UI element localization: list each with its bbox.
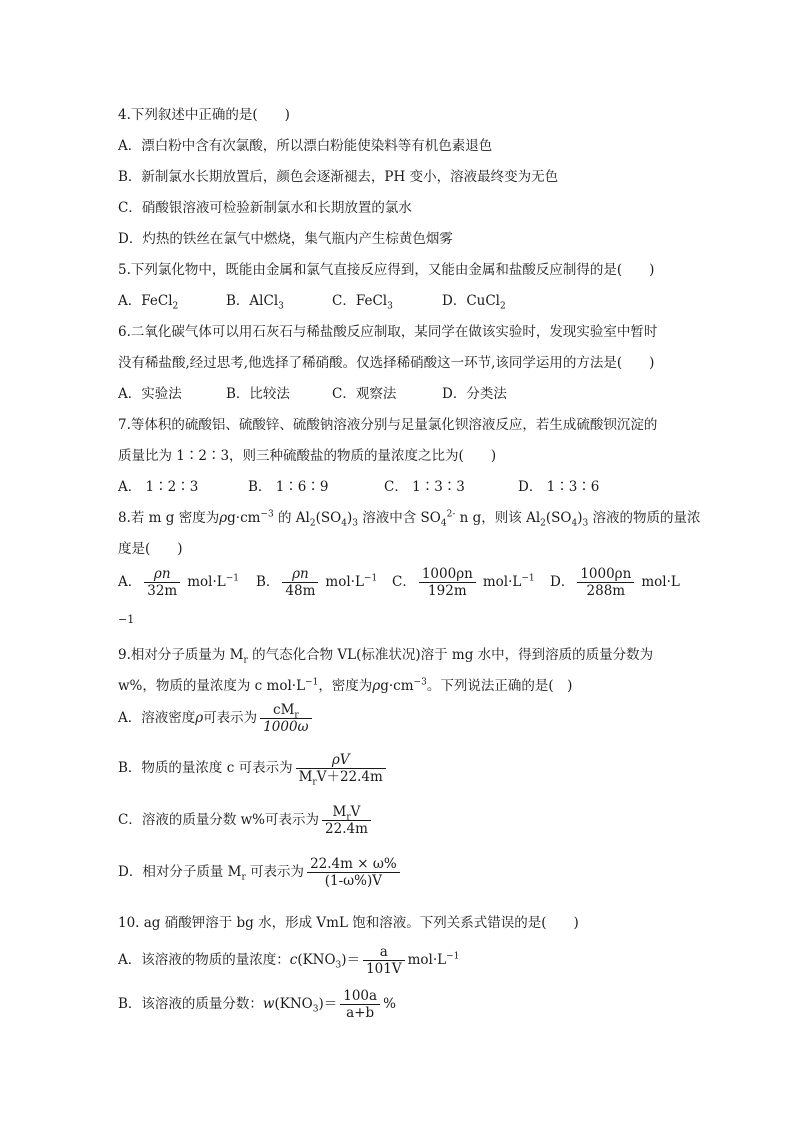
- q6-option-b: B．比较法: [226, 386, 290, 402]
- q8-d-fraction: $\frac{1000\rho n}{288m}$: [577, 566, 634, 599]
- q9-stem-line2: w%，物质的量浓度为 c $mol\cdot L^{-1}$，密度为$\rho g\cdot cm^{-3}$。下列说法正确的是( ): [118, 677, 573, 694]
- q8-unit-wrap: −1: [118, 613, 135, 626]
- q10-b-fraction: $\frac{100a}{a+b}$: [340, 988, 380, 1021]
- q8-stem-line1: 8.若 m g 密度为$\rho g\cdot cm^{-3}$ 的 $Al_2(SO_4)_3$ 溶液中含 $SO_4^{2-}$ n g，则该 $Al_2(SO_4)_3$ 溶液的物质的量浓: [118, 509, 701, 529]
- q6-option-d: D．分类法: [442, 386, 507, 402]
- q7-option-b: B． 1∶6∶9: [248, 479, 329, 495]
- q8-c-fraction: $\frac{1000\rho n}{192m}$: [419, 566, 476, 599]
- q6-stem-line2: 没有稀盐酸,经过思考,他选择了稀硝酸。仅选择稀硝酸这一环节,该同学运用的方法是( ): [118, 355, 655, 371]
- q9-c-fraction: $\frac{M_rV}{22.4m}$: [322, 804, 371, 837]
- q9-option-b: B．物质的量浓度 c 可表示为 $\frac{\rho V}{M_rV+22.4m}$: [118, 752, 389, 785]
- q8-stem-line2: 度是( ): [118, 541, 183, 557]
- q10-option-a: A．该溶液的物质的量浓度：$c(KNO_3)=$ $\frac{a}{101V}$ $mol\cdot L^{-1}$: [118, 944, 460, 977]
- q9-d-fraction: $\frac{22.4m \times \omega\%}{(1-\omega\%)V}$: [307, 856, 400, 889]
- q9-stem-line1: 9.相对分子质量为 $M_r$ 的气态化合物 VL(标准状况)溶于 mg 水中，得到溶质的质量分数为: [118, 647, 654, 666]
- q5-option-b: B．AlCl$_3$: [226, 293, 284, 312]
- q5-option-d: D．CuCl$_2$: [442, 293, 506, 312]
- q7-option-a: A． 1∶2∶3: [118, 479, 199, 495]
- q8-option-c: C． $\frac{1000\rho n}{192m}$ $mol\cdot L^{-1}$: [392, 566, 535, 599]
- q9-option-a: A．溶液密度ρ可表示为 $\frac{cM_r}{1000\omega}$: [118, 702, 315, 735]
- q6-option-a: A．实验法: [118, 386, 182, 402]
- q10-a-fraction: $\frac{a}{101V}$: [363, 944, 405, 977]
- q4-stem: 4.下列叙述中正确的是( ): [118, 107, 290, 123]
- q7-option-c: C． 1∶3∶3: [384, 479, 465, 495]
- q9-option-d: D．相对分子质量 $M_r$ 可表示为 $\frac{22.4m \times \omega\%}{(1-\omega\%)V}$: [118, 856, 403, 889]
- q9-a-fraction: $\frac{cM_r}{1000\omega}$: [260, 702, 311, 735]
- q7-stem-line2: 质量比为 1∶2∶3，则三种硫酸盐的物质的量浓度之比为( ): [118, 448, 497, 464]
- q4-option-b: B．新制氯水长期放置后，颜色会逐渐褪去，PH 变小，溶液最终变为无色: [118, 169, 559, 185]
- q7-option-d: D． 1∶3∶6: [518, 479, 600, 495]
- q8-b-fraction: $\frac{\rho n}{48m}$: [282, 566, 318, 599]
- q7-stem-line1: 7.等体积的硫酸铝、硫酸锌、硫酸钠溶液分别与足量氯化钡溶液反应，若生成硫酸钡沉淀的: [118, 417, 658, 433]
- q5-option-c: C．FeCl$_3$: [332, 293, 393, 312]
- q8-a-fraction: $\frac{\rho n}{32m}$: [144, 566, 180, 599]
- q10-stem: 10. ag 硝酸钾溶于 bg 水，形成 VmL 饱和溶液。下列关系式错误的是( ): [118, 915, 579, 931]
- q4-option-c: C．硝酸银溶液可检验新制氯水和长期放置的氯水: [118, 200, 412, 216]
- q4-option-d: D．灼热的铁丝在氯气中燃烧，集气瓶内产生棕黄色烟雾: [118, 231, 453, 247]
- q6-option-c: C．观察法: [332, 386, 397, 402]
- q4-option-a: A．漂白粉中含有次氯酸，所以漂白粉能使染料等有机色素退色: [118, 138, 493, 154]
- q9-b-fraction: $\frac{\rho V}{M_rV+22.4m}$: [296, 752, 386, 785]
- q8-option-b: B． $\frac{\rho n}{48m}$ $mol\cdot L^{-1}$: [256, 566, 378, 599]
- q5-option-a: A．FeCl$_2$: [118, 293, 179, 312]
- q8-option-d: D． $\frac{1000\rho n}{288m}$ mol·L: [550, 566, 680, 599]
- q8-option-a: A． $\frac{\rho n}{32m}$ $mol\cdot L^{-1}$: [118, 566, 240, 599]
- q9-option-c: C．溶液的质量分数 w%可表示为 $\frac{M_rV}{22.4m}$: [118, 804, 374, 837]
- q6-stem-line1: 6.二氧化碳气体可以用石灰石与稀盐酸反应制取，某同学在做该实验时，发现实验室中暂时: [118, 324, 658, 340]
- q5-stem: 5.下列氯化物中，既能由金属和氯气直接反应得到，又能由金属和盐酸反应制得的是( ): [118, 262, 655, 278]
- q10-option-b: B．该溶液的质量分数：$w(KNO_3)=$ $\frac{100a}{a+b}$ %: [118, 988, 396, 1021]
